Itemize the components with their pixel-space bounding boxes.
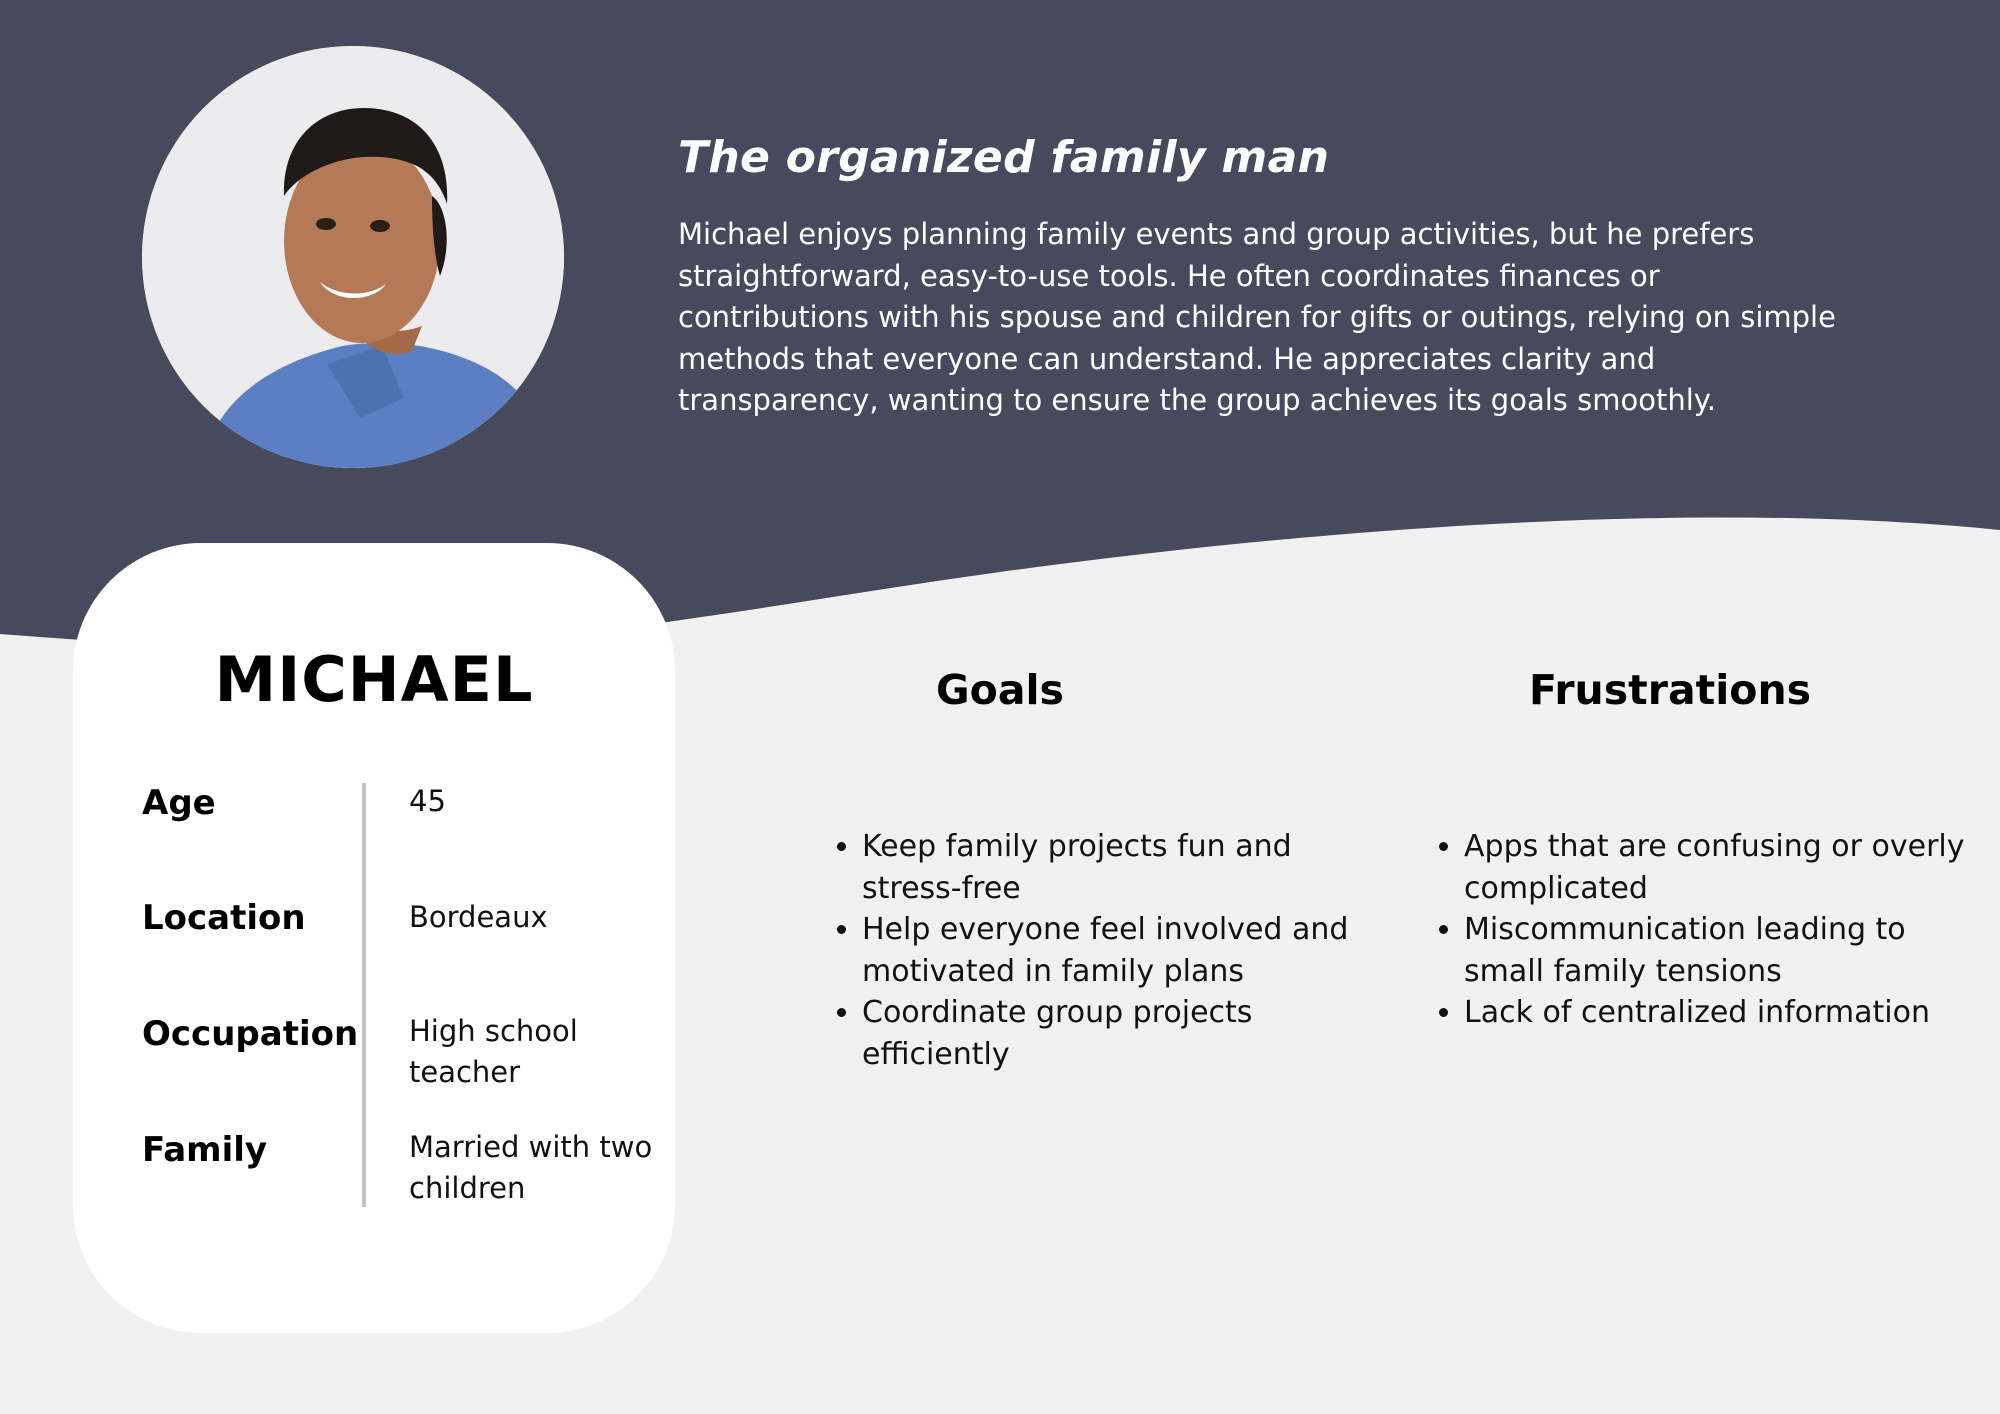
card-divider [362, 783, 366, 1207]
persona-tagline: The organized family man [678, 132, 1330, 183]
attribute-label-occupation: Occupation [142, 1014, 359, 1054]
frustrations-list [1430, 826, 1984, 1034]
attribute-label-family: Family [142, 1130, 268, 1170]
person-portrait-icon [142, 46, 564, 468]
goal-item: • Keep family projects fun and stress-free [862, 826, 1382, 909]
attribute-value-age: 45 [409, 784, 446, 818]
goal-item: • Help everyone feel involved and motivated in family plans [862, 909, 1382, 992]
attribute-label-location: Location [142, 898, 306, 938]
attribute-value-location: Bordeaux [409, 900, 548, 934]
goal-item: • Coordinate group projects efficiently [862, 992, 1382, 1075]
goals-heading: Goals [936, 666, 1064, 714]
persona-bio: Michael enjoys planning family events and group activities, but he prefers straightforward, easy-to-use tools. He often coordinates finances or contributions with his spouse and children for gifts or outings, relying on simple methods that everyone can understand. He appreciates clarity and transparency, wanting to ensure the group achieves its goals smoothly. [678, 217, 1836, 418]
attribute-label-age: Age [142, 783, 216, 823]
profile-photo [142, 46, 564, 468]
goals-list [828, 826, 1382, 1076]
attribute-value-occupation: High school teacher [409, 1014, 578, 1089]
persona-name: MICHAEL [214, 643, 534, 716]
frustration-item: • Lack of centralized information [1464, 992, 1984, 1034]
frustration-item: • Apps that are confusing or overly complicated [1464, 826, 1984, 909]
frustrations-heading: Frustrations [1528, 666, 1812, 714]
attribute-value-family: Married with two children [409, 1130, 653, 1205]
frustration-item: • Miscommunication leading to small family tensions [1464, 909, 1984, 992]
profile-card [73, 543, 675, 1333]
